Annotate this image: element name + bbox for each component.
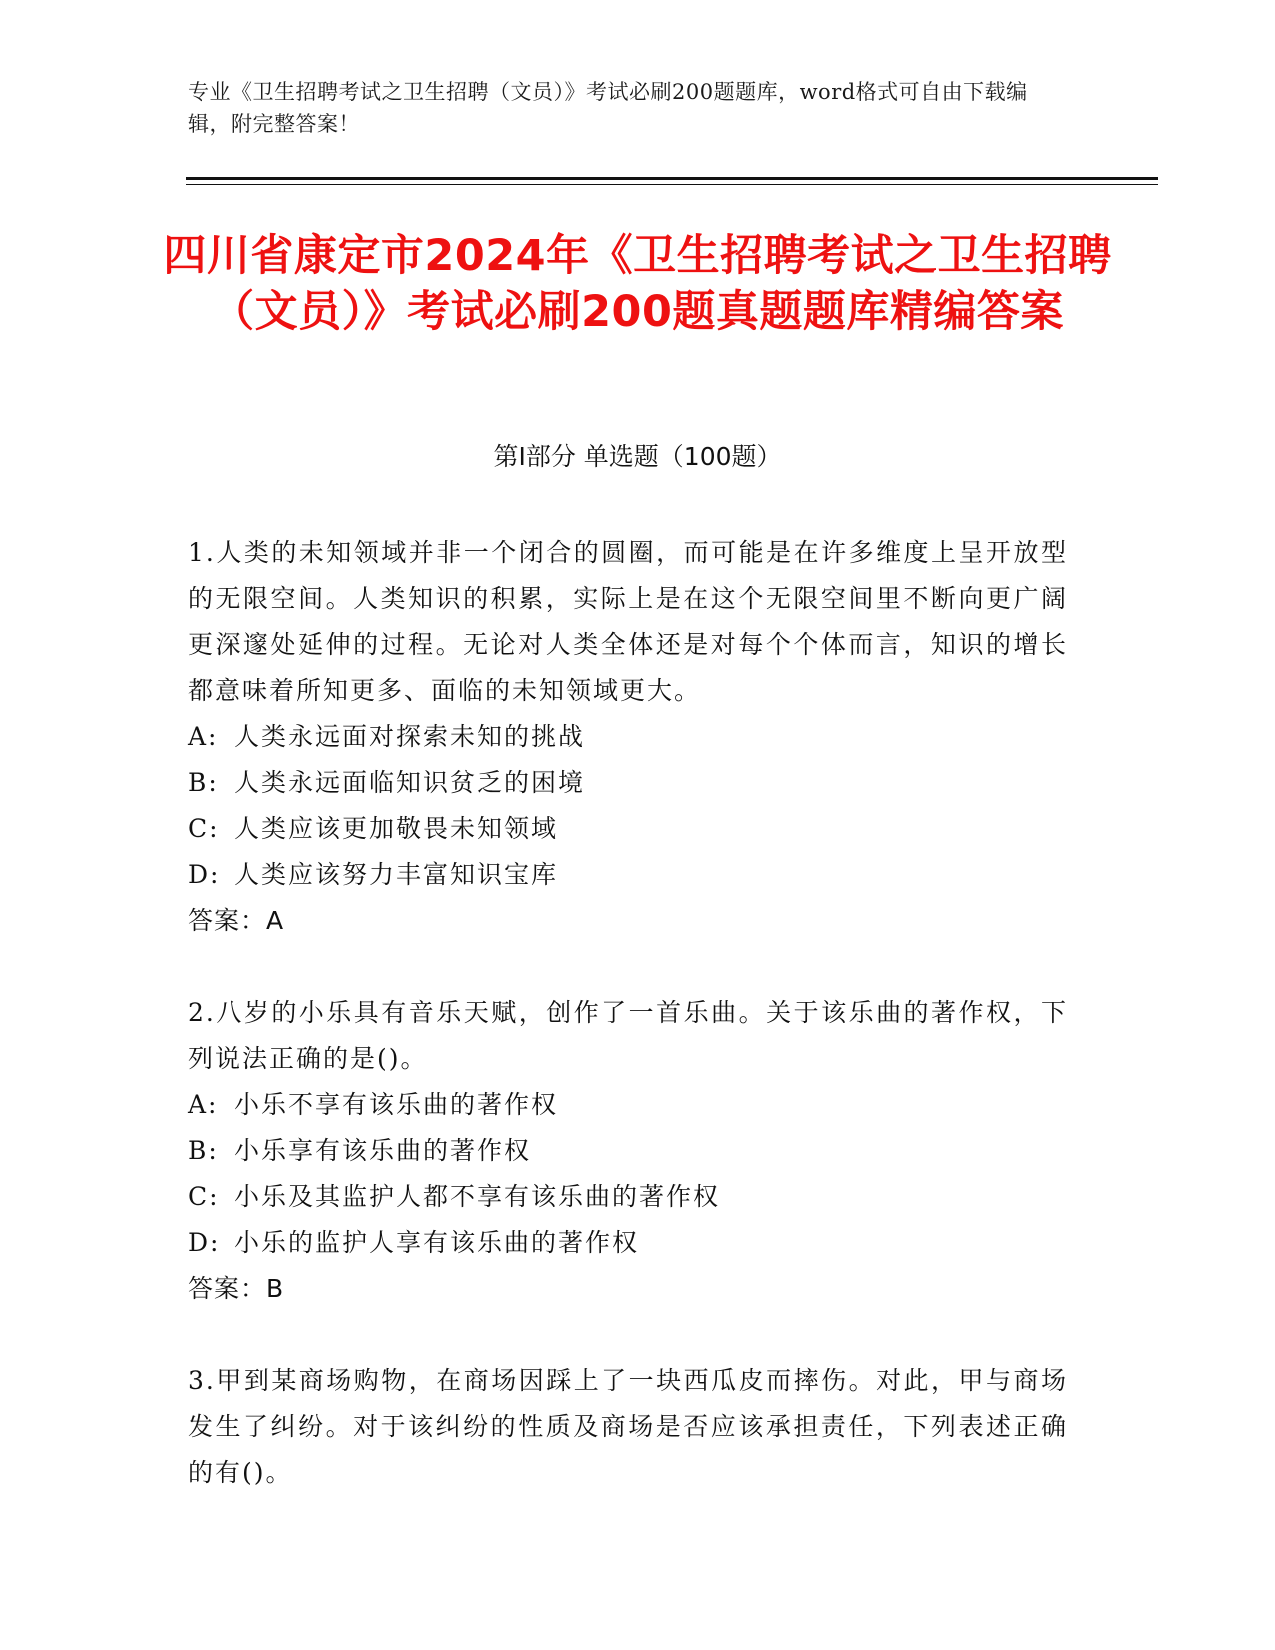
option-b bbox=[188, 1128, 1068, 1174]
option-letter: C: bbox=[188, 814, 220, 843]
option-a bbox=[188, 714, 1068, 760]
option-letter: B: bbox=[188, 768, 219, 797]
option-text: 人类永远面对探索未知的挑战 bbox=[234, 722, 586, 751]
option-letter: C: bbox=[188, 1182, 220, 1211]
question-stem: 2.八岁的小乐具有音乐天赋，创作了一首乐曲。关于该乐曲的著作权，下列说法正确的是()。 bbox=[188, 998, 1068, 1073]
answer-line: 答案：B bbox=[188, 1274, 285, 1303]
option-c bbox=[188, 806, 1068, 852]
question-stem: 1.人类的未知领域并非一个闭合的圆圈，而可能是在许多维度上呈开放型的无限空间。人类知识的积累，实际上是在这个无限空间里不断向更广阔更深邃处延伸的过程。无论对人类全体还是对每个个体而言，知识的增长都意味着所知更多、面临的未知领域更大。 bbox=[188, 538, 1068, 705]
question-list bbox=[188, 530, 1068, 1542]
option-text: 人类永远面临知识贫乏的困境 bbox=[234, 768, 586, 797]
question-3 bbox=[188, 1358, 1068, 1496]
option-letter: B: bbox=[188, 1136, 219, 1165]
option-letter: D: bbox=[188, 860, 221, 889]
option-text: 小乐及其监护人都不享有该乐曲的著作权 bbox=[234, 1182, 721, 1211]
option-a bbox=[188, 1082, 1068, 1128]
option-text: 小乐享有该乐曲的著作权 bbox=[234, 1136, 532, 1165]
question-1 bbox=[188, 530, 1068, 944]
option-letter: D: bbox=[188, 1228, 221, 1257]
document-title: 四川省康定市2024年《卫生招聘考试之卫生招聘（文员）》考试必刷200题真题题库精编答案 bbox=[163, 231, 1112, 337]
option-c bbox=[188, 1174, 1068, 1220]
option-text: 人类应该更加敬畏未知领域 bbox=[234, 814, 559, 843]
header-divider-thin bbox=[186, 184, 1158, 185]
section-heading: 第I部分 单选题（100题） bbox=[493, 442, 782, 471]
answer-line: 答案：A bbox=[188, 906, 285, 935]
option-d bbox=[188, 1220, 1068, 1266]
header-divider-thick bbox=[186, 177, 1158, 180]
option-b bbox=[188, 760, 1068, 806]
option-text: 人类应该努力丰富知识宝库 bbox=[234, 860, 559, 889]
option-letter: A: bbox=[188, 1090, 219, 1119]
option-text: 小乐不享有该乐曲的著作权 bbox=[234, 1090, 559, 1119]
question-stem: 3.甲到某商场购物，在商场因踩上了一块西瓜皮而摔伤。对此，甲与商场发生了纠纷。对于该纠纷的性质及商场是否应该承担责任，下列表述正确的有()。 bbox=[188, 1366, 1068, 1487]
option-letter: A: bbox=[188, 722, 219, 751]
question-2 bbox=[188, 990, 1068, 1312]
option-d bbox=[188, 852, 1068, 898]
option-text: 小乐的监护人享有该乐曲的著作权 bbox=[234, 1228, 640, 1257]
header-note: 专业《卫生招聘考试之卫生招聘（文员）》考试必刷200题题库，word格式可自由下载编辑，附完整答案！ bbox=[188, 80, 1028, 136]
